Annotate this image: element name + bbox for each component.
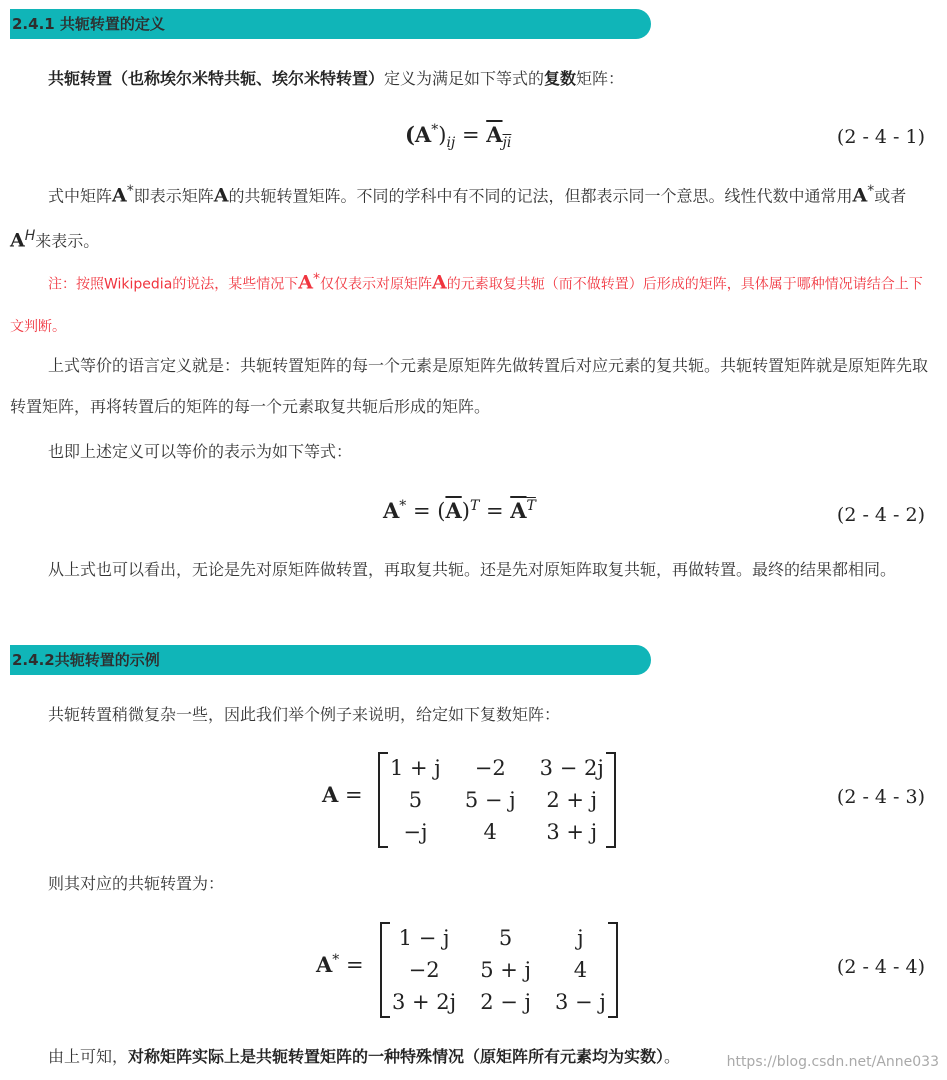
equation-number: (2 - 4 - 1) <box>836 126 925 148</box>
matrix-cell: 3 + 2j <box>392 990 457 1014</box>
equation-2-4-1 <box>0 118 947 158</box>
csdn-watermark: https://blog.csdn.net/Anne033 <box>726 1054 939 1070</box>
matrix-row <box>378 816 616 848</box>
equation-2-4-2 <box>0 494 947 534</box>
matrix-cell: j <box>577 926 584 950</box>
example-intro: 共轭转置稍微复杂一些，因此我们举个例子来说明，给定如下复数矩阵： <box>48 705 561 724</box>
matrix-cell: 5 + j <box>480 958 532 982</box>
def-text-2: 矩阵： <box>576 69 625 88</box>
equation-number: (2 - 4 - 2) <box>836 504 925 526</box>
matrix-lhs: A* = <box>316 952 364 977</box>
matrix-A-table <box>378 752 616 848</box>
matrix-cell: −j <box>403 820 428 844</box>
matrix-row <box>378 784 616 816</box>
matrix-cell: 1 + j <box>390 756 441 780</box>
equation-body: $A^* = (\overline{A})^T = \overline{A}^{\overline{T}}$ <box>383 498 536 523</box>
notation-paragraph: 式中矩阵A*即表示矩阵A的共轭转置矩阵。不同的学科中有不同的记法，但都表示同一个意思。线性代数中通常用A*或者$A^H$来表示。 <box>10 183 907 252</box>
def-bold-term: 共轭转置（也称埃尔米特共轭、埃尔米特转置） <box>48 69 385 88</box>
matrix-row <box>380 954 618 986</box>
wikipedia-note: 注：按照Wikipedia的说法，某些情况下A*仅仅表示对原矩阵A的元素取复共轭（而不做转置）后形成的矩阵，具体属于哪种情况请结合上下文判断。 <box>10 271 923 335</box>
matrix-cell: 2 + j <box>546 788 598 812</box>
matrix-cell: 3 − 2j <box>539 756 604 780</box>
matrix-A-star <box>380 922 618 1018</box>
equation-2-4-4 <box>0 922 947 1014</box>
section-heading-2-4-1: 2.4.1 共轭转置的定义 <box>10 9 651 39</box>
matrix-lhs: A = <box>322 782 363 807</box>
matrix-row <box>380 922 618 954</box>
summary-paragraph: 由上可知，对称矩阵实际上是共轭转置矩阵的一种特殊情况（原矩阵所有元素均为实数）。 <box>48 1047 681 1066</box>
matrix-cell: −2 <box>474 756 506 780</box>
conjugate-transpose-intro: 则其对应的共轭转置为： <box>48 874 225 893</box>
matrix-cell: 3 + j <box>546 820 598 844</box>
matrix-cell: 5 <box>408 788 423 812</box>
equation-number: (2 - 4 - 3) <box>836 786 925 808</box>
definition-paragraph <box>10 58 928 99</box>
matrix-A-star-table <box>380 922 618 1018</box>
matrix-cell: 4 <box>573 958 588 982</box>
equation-2-4-3 <box>0 752 947 844</box>
equivalent-definition-paragraph: 上式等价的语言定义就是：共轭转置矩阵的每一个元素是原矩阵先做转置后对应元素的复共轭。共轭转置矩阵就是原矩阵先取转置矩阵，再将转置后的矩阵的每一个元素取复共轭后形成的矩阵。 <box>10 356 929 416</box>
equivalent-equation-intro: 也即上述定义可以等价的表示为如下等式： <box>48 442 353 461</box>
matrix-row <box>380 986 618 1018</box>
matrix-A <box>378 752 616 848</box>
equation-body: $(A^*)_{ij} = \overline{A}_{\overline{ji}}$ <box>405 122 512 152</box>
matrix-cell: 3 − j <box>555 990 606 1014</box>
matrix-row <box>378 752 616 784</box>
section-heading-2-4-2: 2.4.2共轭转置的示例 <box>10 645 651 675</box>
matrix-cell: 4 <box>483 820 497 844</box>
matrix-cell: −2 <box>408 958 440 982</box>
equation-number: (2 - 4 - 4) <box>836 956 925 978</box>
matrix-cell: 5 − j <box>464 788 516 812</box>
def-bold-complex: 复数 <box>544 69 577 88</box>
matrix-cell: 5 <box>498 926 513 950</box>
conclusion-paragraph: 从上式也可以看出，无论是先对原矩阵做转置，再取复共轭。还是先对原矩阵取复共轭，再做转置。最终的结果都相同。 <box>48 560 897 579</box>
def-text: 定义为满足如下等式的 <box>384 69 545 88</box>
matrix-cell: 2 − j <box>480 990 532 1014</box>
matrix-cell: 1 − j <box>398 926 450 950</box>
